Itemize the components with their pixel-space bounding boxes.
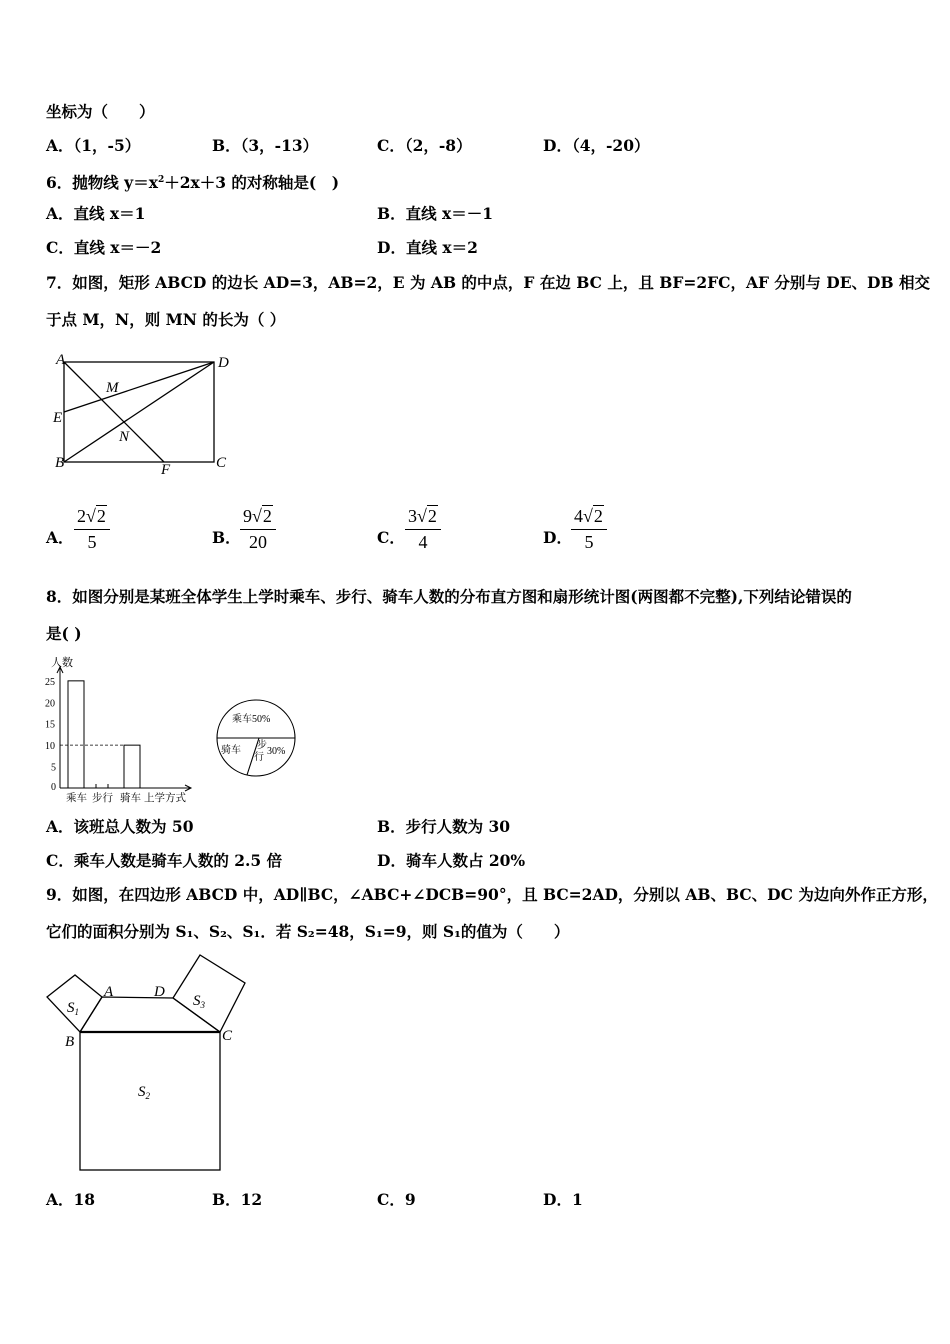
- q7-option-b-denominator: 20: [248, 532, 267, 552]
- q7-label-m: M: [106, 380, 119, 396]
- q8-pie-walk-percent: 30%: [267, 746, 286, 757]
- q7-option-a-denominator: 5: [87, 532, 97, 552]
- q7-line-af: [64, 362, 164, 462]
- q8-pie-ride-percent: 50%: [252, 714, 271, 725]
- q8-stem-line2: 是( ): [46, 624, 82, 643]
- q7-option-d-radicand: 2: [593, 506, 603, 526]
- q7-line-db: [64, 362, 214, 462]
- q7-option-d-coef: 4: [574, 506, 583, 526]
- q5-option-a[interactable]: A．（1，-5）: [46, 136, 141, 155]
- q7-option-a-coef: 2: [77, 506, 86, 526]
- q9-option-d[interactable]: D．1: [543, 1190, 583, 1209]
- q8-x-label-ride: 乘车: [66, 793, 87, 804]
- q9-square-s3: [173, 955, 245, 1032]
- q8-y-tick-label: 5: [51, 762, 56, 774]
- q5-option-c[interactable]: C．（2，-8）: [377, 136, 472, 155]
- q7-label-d: D: [218, 355, 229, 371]
- q9-option-b[interactable]: B．12: [212, 1190, 263, 1209]
- q9-label-b: B: [65, 1034, 75, 1050]
- q8-option-b[interactable]: B．步行人数为 30: [377, 817, 511, 836]
- q7-option-b-fraction[interactable]: [240, 506, 276, 553]
- q7-label-c: C: [216, 455, 227, 471]
- q9-label-s3: $S_3$: [193, 993, 205, 1010]
- q8-y-tick-label: 25: [45, 676, 55, 688]
- q7-option-b-letter[interactable]: B．: [212, 528, 241, 547]
- q8-y-tick-label: 20: [45, 698, 55, 710]
- q6-stem-pre: 6．抛物线 y＝x: [46, 173, 158, 193]
- q8-y-tick-label: 15: [45, 719, 55, 731]
- q7-option-c-radicand: 2: [427, 506, 437, 526]
- q8-pie-walk-char1: 步: [257, 740, 267, 751]
- q7-label-e: E: [53, 410, 63, 426]
- q6-option-a[interactable]: A．直线 x＝1: [46, 204, 146, 223]
- q7-option-a-fraction[interactable]: [74, 506, 110, 553]
- q9-label-d: D: [154, 984, 165, 1000]
- q7-option-b-numerator: 9√2: [240, 506, 276, 530]
- q8-option-a[interactable]: A．该班总人数为 50: [46, 817, 194, 836]
- q8-histogram: [40, 655, 205, 805]
- q8-pie-bike-label: 骑车: [221, 745, 241, 756]
- q7-label-a: A: [56, 352, 66, 368]
- q9-stem-line2: 它们的面积分别为 S₁、S₂、S₁．若 S₂=48，S₁=9，则 S₁的值为（ ）: [46, 922, 570, 941]
- q7-stem-line1: 7．如图，矩形 ABCD 的边长 AD=3，AB=2，E 为 AB 的中点，F 在边 BC 上，且 BF=2FC，AF 分别与 DE、DB 相交: [46, 273, 930, 292]
- q6-stem-post: ＋2x＋3 的对称轴是( ): [164, 173, 340, 193]
- q9-square-s2: [80, 1032, 220, 1170]
- q7-option-c-numerator: 3√2: [405, 506, 441, 530]
- q6-stem-exponent: 2: [157, 175, 165, 185]
- q5-stem-end: 坐标为（ ）: [46, 102, 155, 121]
- q7-line-de: [64, 362, 214, 412]
- q9-label-a: A: [104, 984, 114, 1000]
- q7-label-b: B: [55, 455, 65, 471]
- q7-option-b-radicand: 2: [262, 506, 272, 526]
- q8-pie-chart: [210, 697, 305, 782]
- q7-option-c-denominator: 4: [418, 532, 428, 552]
- q7-label-n: N: [119, 429, 130, 445]
- q7-option-c-letter[interactable]: C．: [377, 528, 405, 547]
- q9-option-a[interactable]: A．18: [46, 1190, 96, 1209]
- q8-option-d[interactable]: D．骑车人数占 20%: [377, 851, 526, 870]
- q9-square-s1: [47, 975, 102, 1032]
- q9-label-s2: $S_2$: [138, 1084, 150, 1101]
- q6-stem: [46, 170, 339, 193]
- q7-option-b-coef: 9: [243, 506, 252, 526]
- q7-option-c-coef: 3: [408, 506, 417, 526]
- q9-label-c: C: [222, 1028, 233, 1044]
- q9-option-c[interactable]: C．9: [377, 1190, 416, 1209]
- q9-squares-figure: [40, 950, 255, 1180]
- q8-option-c[interactable]: C．乘车人数是骑车人数的 2.5 倍: [46, 851, 283, 870]
- q8-x-label-walk: 步行: [92, 793, 113, 804]
- q7-rectangle-figure: [50, 350, 240, 480]
- q8-bar-0: [68, 681, 84, 788]
- q8-pie-ride-name: 乘车: [232, 714, 252, 725]
- q6-option-b[interactable]: B．直线 x＝－1: [377, 204, 494, 223]
- q9-label-s1: $S_1$: [67, 1000, 79, 1017]
- q7-option-d-numerator: 4√2: [571, 506, 607, 530]
- q7-option-d-denominator: 5: [584, 532, 594, 552]
- q5-option-b[interactable]: B．（3，-13）: [212, 136, 319, 155]
- q8-y-tick-label: 0: [51, 782, 56, 793]
- q7-label-f: F: [161, 462, 171, 478]
- q6-option-c[interactable]: C．直线 x＝－2: [46, 238, 162, 257]
- q8-x-axis-label: 上学方式: [144, 793, 186, 804]
- q7-option-d-fraction[interactable]: [571, 506, 607, 553]
- q7-option-a-letter[interactable]: A．: [46, 528, 74, 547]
- q6-option-d[interactable]: D．直线 x＝2: [377, 238, 478, 257]
- q8-stem-line1: 8．如图分别是某班全体学生上学时乘车、步行、骑车人数的分布直方图和扇形统计图(两图都不完整),下列结论错误的: [46, 587, 852, 606]
- q8-bar-2: [124, 745, 140, 788]
- q5-option-d[interactable]: D．（4，-20）: [543, 136, 650, 155]
- q8-y-axis-label: 人数: [51, 657, 73, 669]
- q7-stem-line2: 于点 M，N，则 MN 的长为（ ）: [46, 310, 286, 329]
- q8-pie-ride-label: [232, 712, 270, 725]
- q8-x-label-bike: 骑车: [120, 793, 141, 804]
- q9-stem-line1: 9．如图，在四边形 ABCD 中，AD∥BC，∠ABC+∠DCB=90°，且 BC=2AD，分别以 AB、BC、DC 为边向外作正方形，: [46, 885, 938, 904]
- q7-option-c-fraction[interactable]: [405, 506, 441, 553]
- q7-option-a-radicand: 2: [96, 506, 106, 526]
- q8-y-tick-label: 10: [45, 741, 55, 753]
- q7-option-d-letter[interactable]: D．: [543, 528, 572, 547]
- q7-option-a-numerator: 2√2: [74, 506, 110, 530]
- q8-pie-walk-char2: 行: [254, 752, 264, 763]
